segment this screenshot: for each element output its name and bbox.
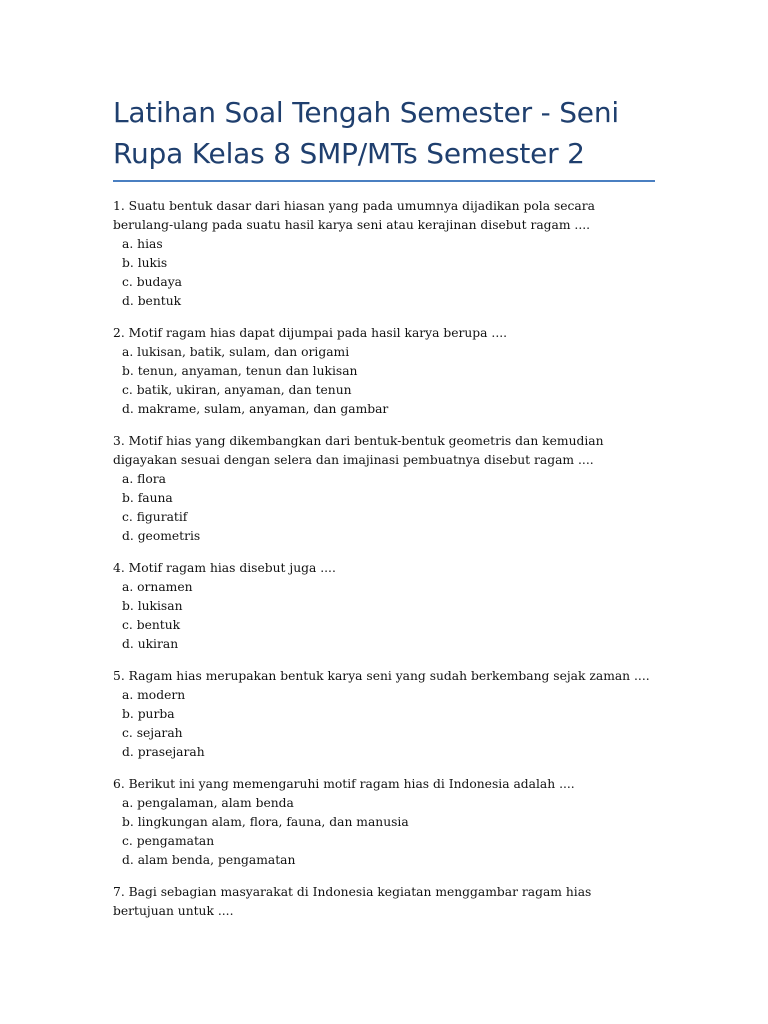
option-a: a. ornamen xyxy=(122,580,193,594)
question-text: 3. Motif hias yang dikembangkan dari bentuk-bentuk geometris dan kemudian digayakan sesuai dengan selera dan imajinasi pembuatnya disebut ragam .... xyxy=(113,434,604,467)
option-c: c. pengamatan xyxy=(122,834,215,848)
question-text: 5. Ragam hias merupakan bentuk karya seni yang sudah berkembang sejak zaman .... xyxy=(113,669,650,683)
option-c: c. figuratif xyxy=(122,510,188,524)
question-text: 1. Suatu bentuk dasar dari hiasan yang pada umumnya dijadikan pola secara berulang-ulang pada suatu hasil karya seni atau kerajinan disebut ragam .... xyxy=(113,199,595,232)
option-d: d. ukiran xyxy=(122,637,179,651)
question-2 xyxy=(113,324,655,419)
option-d: d. bentuk xyxy=(122,294,182,308)
question-1 xyxy=(113,197,655,311)
title-divider xyxy=(113,180,655,182)
option-c: c. batik, ukiran, anyaman, dan tenun xyxy=(122,383,352,397)
option-b: b. lukis xyxy=(122,256,168,270)
question-7 xyxy=(113,883,655,921)
option-d: d. makrame, sulam, anyaman, dan gambar xyxy=(122,402,389,416)
question-4 xyxy=(113,559,655,654)
question-3 xyxy=(113,432,655,546)
option-d: d. alam benda, pengamatan xyxy=(122,853,296,867)
document-page xyxy=(113,92,655,934)
option-b: b. purba xyxy=(122,707,175,721)
question-5 xyxy=(113,667,655,762)
option-b: b. fauna xyxy=(122,491,173,505)
option-b: b. lingkungan alam, flora, fauna, dan manusia xyxy=(122,815,409,829)
option-a: a. flora xyxy=(122,472,166,486)
option-d: d. prasejarah xyxy=(122,745,205,759)
option-list xyxy=(113,470,655,546)
option-list xyxy=(113,343,655,419)
option-c: c. bentuk xyxy=(122,618,181,632)
option-list xyxy=(113,235,655,311)
question-text: 6. Berikut ini yang memengaruhi motif ragam hias di Indonesia adalah .... xyxy=(113,777,575,791)
option-a: a. lukisan, batik, sulam, dan origami xyxy=(122,345,350,359)
question-text: 7. Bagi sebagian masyarakat di Indonesia kegiatan menggambar ragam hias bertujuan untuk .... xyxy=(113,885,592,918)
option-d: d. geometris xyxy=(122,529,201,543)
option-a: a. hias xyxy=(122,237,163,251)
page-title: Latihan Soal Tengah Semester - Seni Rupa Kelas 8 SMP/MTs Semester 2 xyxy=(113,96,619,170)
question-text: 4. Motif ragam hias disebut juga .... xyxy=(113,561,336,575)
question-text: 2. Motif ragam hias dapat dijumpai pada hasil karya berupa .... xyxy=(113,326,508,340)
option-b: b. lukisan xyxy=(122,599,183,613)
option-a: a. modern xyxy=(122,688,186,702)
option-b: b. tenun, anyaman, tenun dan lukisan xyxy=(122,364,358,378)
option-list xyxy=(113,578,655,654)
option-list xyxy=(113,686,655,762)
question-6 xyxy=(113,775,655,870)
option-c: c. sejarah xyxy=(122,726,183,740)
option-a: a. pengalaman, alam benda xyxy=(122,796,294,810)
option-c: c. budaya xyxy=(122,275,182,289)
option-list xyxy=(113,794,655,870)
